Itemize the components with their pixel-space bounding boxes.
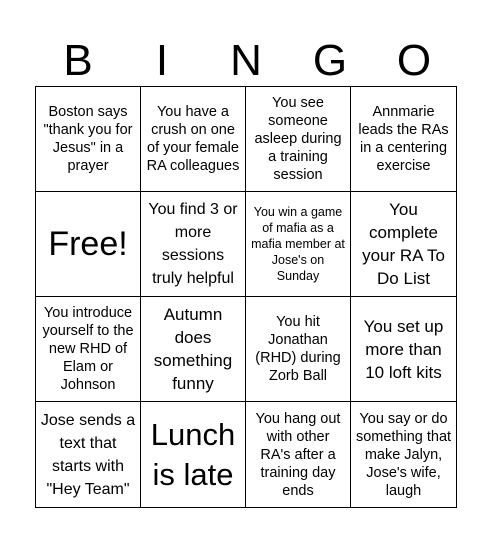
bingo-cell-r1c1[interactable]: Boston says "thank you for Jesus" in a prayer <box>36 87 141 192</box>
header-letter-i: I <box>155 36 169 85</box>
bingo-cell-r4c2[interactable]: Lunch is late <box>141 402 246 507</box>
bingo-cell-free[interactable]: Free! <box>36 192 141 297</box>
bingo-cell-r4c4[interactable]: You say or do something that make Jalyn, Jose's wife, laugh <box>355 410 452 499</box>
bingo-header <box>36 36 456 86</box>
bingo-cell-r4c1[interactable]: Jose sends a text that starts with "Hey Team" <box>36 402 141 507</box>
bingo-cell-r1c3[interactable]: You see someone asleep during a training session <box>246 87 351 192</box>
bingo-cell-r2c4[interactable]: You complete your RA To Do List <box>351 192 456 297</box>
header-letter-o: O <box>396 36 432 85</box>
header-letter-n: N <box>230 36 262 85</box>
header-letter-b: B <box>63 36 93 85</box>
bingo-cell-r3c3[interactable]: You hit Jonathan (RHD) during Zorb Ball <box>246 297 351 402</box>
bingo-cell-r1c2[interactable]: You have a crush on one of your female RA colleagues <box>141 87 246 192</box>
bingo-cell-r4c3[interactable]: You hang out with other RA's after a training day ends <box>246 402 351 507</box>
bingo-cell-r2c2[interactable]: You find 3 or more sessions truly helpful <box>141 192 246 297</box>
bingo-cell-r1c4[interactable]: Annmarie leads the RAs in a centering exercise <box>351 87 456 192</box>
bingo-cell-r2c3[interactable]: You win a game of mafia as a mafia member at Jose's on Sunday <box>246 192 351 297</box>
bingo-cell-r3c1[interactable]: You introduce yourself to the new RHD of Elam or Johnson <box>36 297 141 402</box>
bingo-cell-r3c2[interactable]: Autumn does something funny <box>141 297 246 402</box>
bingo-card <box>35 86 457 508</box>
header-letter-g: G <box>312 36 348 85</box>
bingo-cell-r3c4[interactable]: You set up more than 10 loft kits <box>351 297 456 402</box>
